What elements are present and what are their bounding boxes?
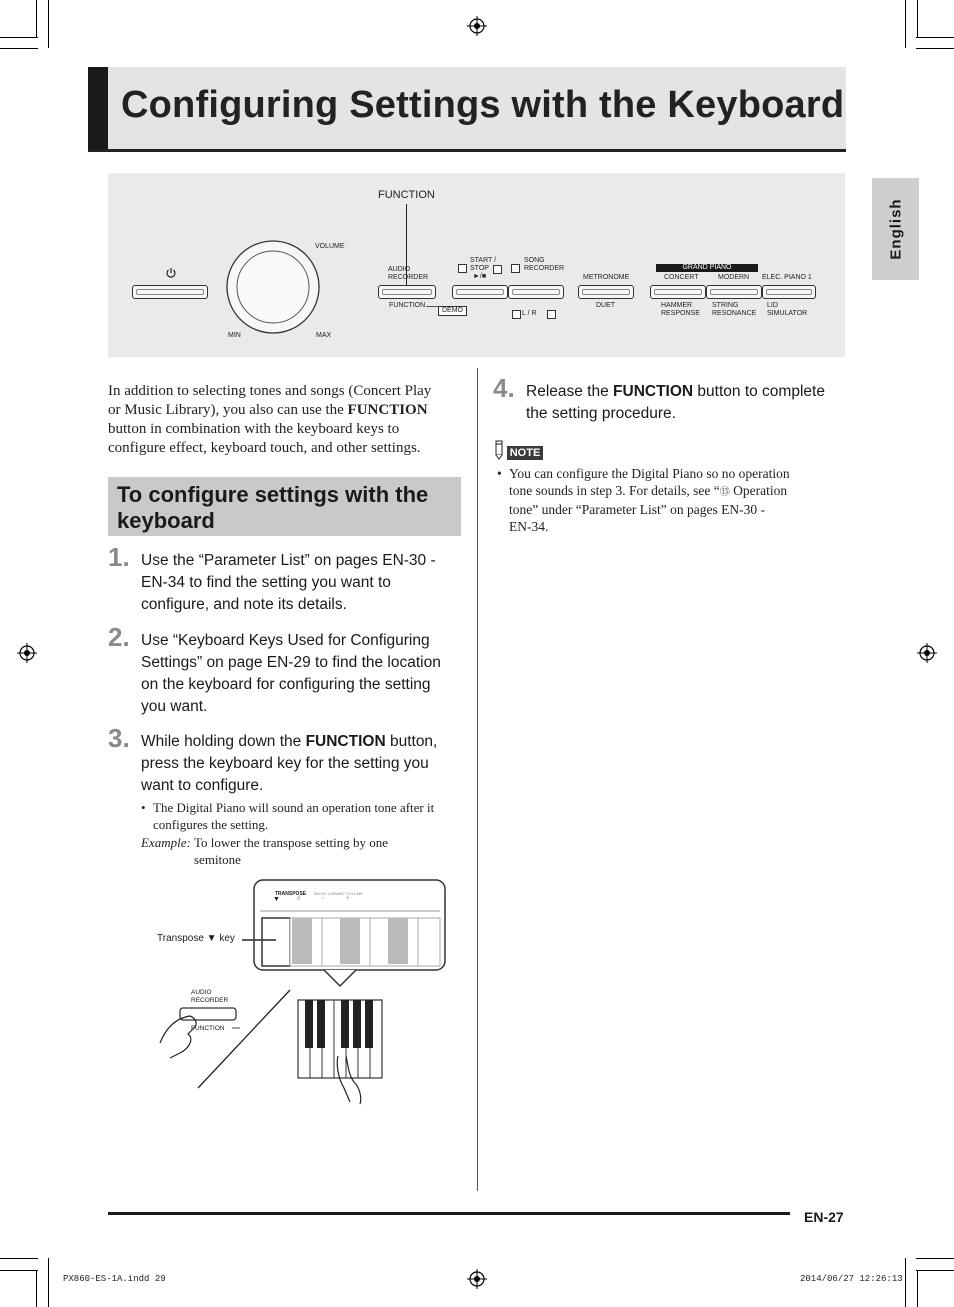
crop-mark	[36, 1270, 37, 1307]
fig-recorder-label: RECORDER	[191, 997, 229, 1004]
crop-mark	[917, 1270, 918, 1307]
r-indicator	[547, 310, 556, 319]
simulator-label: SIMULATOR	[767, 310, 808, 317]
audio-label: AUDIO	[388, 266, 411, 273]
intro-line: In addition to selecting tones and songs (Concert Play	[108, 383, 432, 399]
power-button[interactable]	[132, 285, 208, 299]
reference-mark: ⑬	[719, 487, 730, 498]
note-line	[509, 482, 845, 501]
song-recorder-button[interactable]	[508, 285, 564, 299]
modern-button[interactable]	[706, 285, 762, 299]
power-icon	[165, 267, 177, 279]
minus-label: −	[321, 896, 325, 902]
step-bold: FUNCTION	[305, 733, 386, 750]
transpose-key-label: Transpose ▼ key	[157, 933, 235, 944]
control-panel-illustration	[108, 173, 845, 357]
start-indicator	[458, 264, 467, 273]
note-line: EN-34.	[509, 519, 549, 534]
metronome-label: METRONOME	[583, 274, 630, 281]
concert-button[interactable]	[650, 285, 706, 299]
example-line: To lower the transpose setting by one	[194, 835, 389, 850]
volume-dial[interactable]	[225, 239, 321, 335]
play-stop-label: ►/■	[473, 273, 487, 280]
step-line	[526, 381, 846, 403]
step-text: Release the	[526, 383, 614, 400]
example	[141, 834, 461, 868]
stop-label: STOP	[470, 265, 489, 272]
step-3-bullet	[141, 799, 461, 833]
crop-mark	[0, 1270, 38, 1271]
note-text: Operation	[733, 483, 788, 498]
step-line: on the keyboard for configuring the setting	[141, 676, 431, 693]
song-recorder-label: RECORDER	[524, 265, 565, 272]
bullet-dot: •	[497, 466, 502, 481]
song-label: SONG	[524, 257, 545, 264]
note-line: tone” under “Parameter List” on pages EN-30 -	[509, 502, 766, 517]
registration-mark-icon	[917, 643, 937, 663]
sharp-label: ♯	[297, 896, 300, 902]
language-tab-label	[872, 178, 919, 280]
crop-mark	[36, 0, 37, 38]
registration-mark-icon	[17, 643, 37, 663]
column-divider	[477, 368, 478, 1191]
pencil-icon	[493, 440, 505, 460]
fig-function-label: FUNCTION	[191, 1025, 225, 1032]
step-line: the setting procedure.	[526, 405, 676, 422]
lid-label: LID	[767, 302, 778, 309]
crop-mark	[48, 0, 49, 48]
transpose-label: TRANSPOSE	[275, 891, 307, 897]
crop-mark	[0, 1258, 38, 1259]
crop-mark	[916, 48, 954, 49]
step-text: While holding down the	[141, 733, 306, 750]
page-number: EN-27	[804, 1209, 844, 1225]
function-label: FUNCTION	[389, 302, 426, 309]
intro-text: or Music Library), you also can use the	[108, 402, 348, 418]
intro-line	[108, 401, 468, 420]
note-line: You can configure the Digital Piano so no operation	[509, 466, 790, 481]
step-line: EN-34 to find the setting you want to	[141, 574, 391, 591]
duet-label: DUET	[596, 302, 616, 309]
response-label: RESPONSE	[661, 310, 700, 317]
concert-label: CONCERT	[664, 274, 699, 281]
step-line: configure, and note its details.	[141, 596, 347, 613]
step-number: 1.	[108, 542, 130, 572]
step-line	[141, 731, 461, 753]
crop-mark	[916, 37, 954, 38]
string-label: STRING	[712, 302, 739, 309]
intro-bold: FUNCTION	[347, 402, 428, 418]
intro-paragraph	[108, 382, 468, 458]
step-number: 2.	[108, 622, 130, 652]
start-label: START /	[470, 257, 497, 264]
max-label: MAX	[316, 332, 332, 339]
step-number: 4.	[493, 373, 515, 403]
footer-rule	[108, 1212, 790, 1215]
note-text	[497, 465, 845, 535]
example-line: semitone	[194, 852, 241, 867]
function-button[interactable]	[378, 285, 436, 299]
crop-mark	[916, 1270, 954, 1271]
step-line: you want.	[141, 698, 208, 715]
step-line: want to configure.	[141, 777, 264, 794]
step-text: button,	[385, 733, 438, 750]
song-indicator	[511, 264, 520, 273]
slug-filename: PX860-ES-1A.indd 29	[63, 1274, 166, 1284]
demo-label: DEMO	[438, 306, 467, 316]
function-callout-label: FUNCTION	[378, 189, 435, 201]
step-1-text	[141, 550, 461, 616]
resonance-label: RESONANCE	[712, 310, 757, 317]
stop-indicator	[493, 265, 502, 274]
step-2-text	[141, 630, 461, 718]
step-4-text	[526, 381, 846, 425]
crop-mark	[917, 0, 918, 38]
bullet-item	[141, 799, 461, 833]
bullet-line: The Digital Piano will sound an operation tone after it	[153, 800, 435, 815]
language-tab-text: English	[887, 198, 904, 260]
crop-mark	[0, 48, 38, 49]
step-bold: FUNCTION	[613, 383, 694, 400]
volume-label: VOLUME	[315, 243, 345, 250]
example-label: Example:	[141, 835, 191, 850]
slug-timestamp: 2014/06/27 12:26:13	[800, 1274, 903, 1284]
page-title: Configuring Settings with the Keyboard	[121, 84, 845, 126]
step-line: Use the “Parameter List” on pages EN-30 -	[141, 552, 436, 569]
min-label: MIN	[228, 332, 241, 339]
note-text: tone sounds in step 3. For details, see “	[509, 483, 720, 498]
modern-label: MODERN	[718, 274, 750, 281]
music-library-volume-label: MUSIC LIBRARY VOLUME	[314, 891, 363, 896]
step-line: press the keyboard key for the setting you	[141, 755, 429, 772]
crop-mark	[48, 1258, 49, 1307]
crop-mark	[916, 1258, 954, 1259]
plus-label: +	[346, 896, 350, 902]
title-accent-bar	[88, 67, 108, 149]
metronome-button[interactable]	[578, 285, 634, 299]
elec-piano-label: ELEC. PIANO 1	[762, 274, 812, 281]
step-number: 3.	[108, 723, 130, 753]
note-badge: NOTE	[507, 446, 543, 460]
start-stop-button[interactable]	[452, 285, 508, 299]
bullet-dot: •	[141, 800, 146, 815]
elec-piano-button[interactable]	[762, 285, 816, 299]
crop-mark	[0, 37, 38, 38]
registration-mark-icon	[467, 1269, 487, 1289]
l-indicator	[512, 310, 521, 319]
bullet-line: configures the setting.	[153, 817, 269, 832]
fig-audio-label: AUDIO	[191, 989, 212, 996]
hammer-label: HAMMER	[661, 302, 693, 309]
transpose-down-icon: ▼	[273, 896, 280, 903]
intro-line: configure effect, keyboard touch, and other settings.	[108, 440, 421, 456]
crop-mark	[905, 0, 906, 48]
note-item	[497, 465, 845, 535]
intro-line: button in combination with the keyboard keys to	[108, 421, 400, 437]
grand-piano-label: GRAND PIANO	[656, 264, 758, 272]
section-subheading: To configure settings with the keyboard	[117, 482, 429, 533]
crop-mark	[905, 1258, 906, 1307]
lr-label: L / R	[522, 310, 537, 317]
step-text: button to complete	[693, 383, 825, 400]
recorder-label: RECORDER	[388, 274, 429, 281]
registration-mark-icon	[467, 16, 487, 36]
step-3-text	[141, 731, 461, 797]
step-line: Settings” on page EN-29 to find the location	[141, 654, 441, 671]
step-line: Use “Keyboard Keys Used for Configuring	[141, 632, 430, 649]
